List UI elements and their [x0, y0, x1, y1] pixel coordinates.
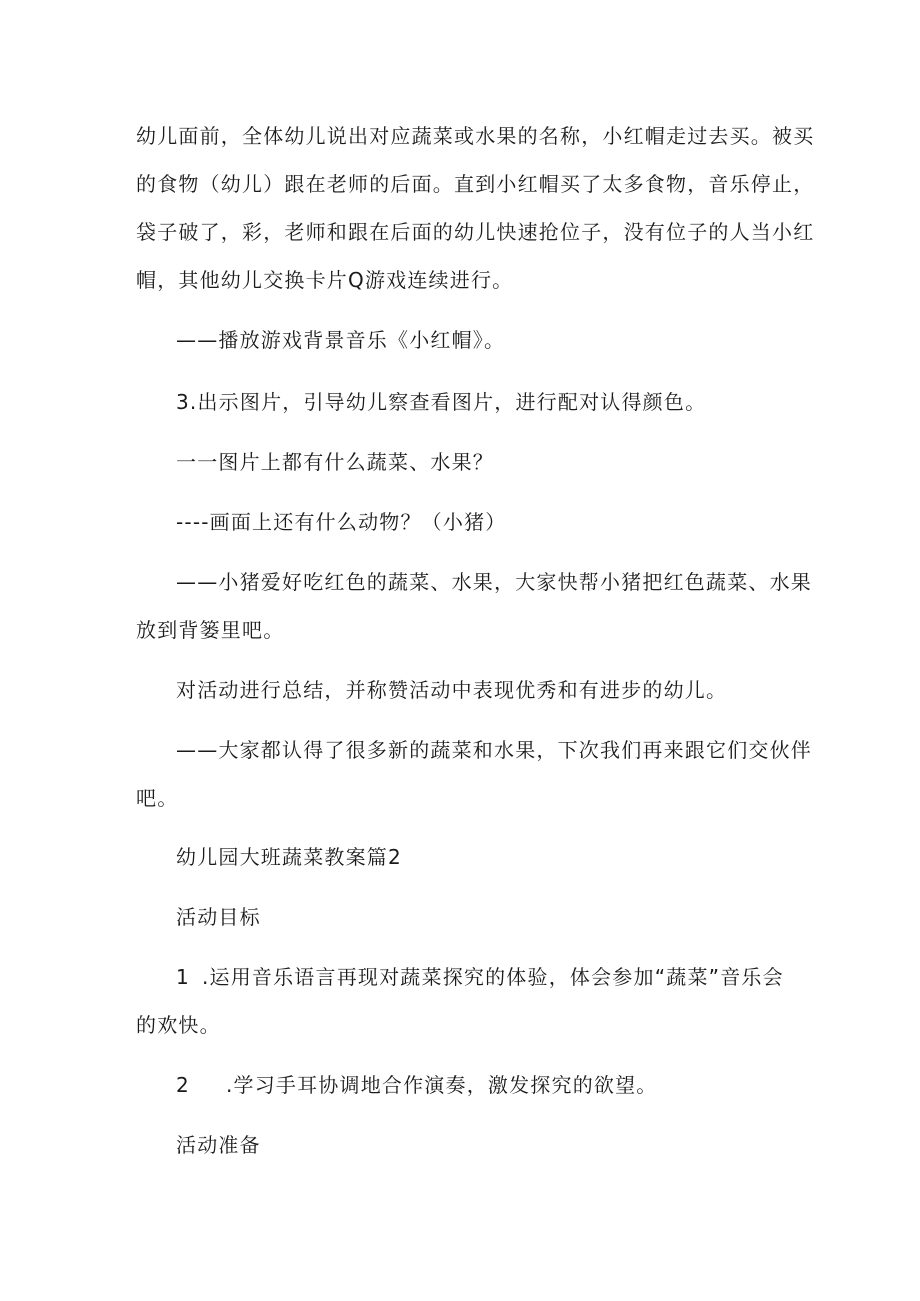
paragraph-line: 幼儿面前，全体幼儿说出对应蔬菜或水果的名称，小红帽走过去买。被买	[136, 124, 815, 148]
section-heading: 幼儿园大班蔬菜教案篇2	[176, 845, 402, 869]
goal-number: 2	[176, 1073, 190, 1097]
paragraph-line: 一一图片上都有什么蔬菜、水果？	[176, 450, 494, 474]
paragraph-line: 的欢快。	[136, 1013, 221, 1037]
paragraph-line: ——大家都认得了很多新的蔬菜和水果，下次我们再来跟它们交伙伴	[176, 738, 812, 762]
paragraph-line: ——小猪爱好吃红色的蔬菜、水果，大家快帮小猪把红色蔬菜、水果	[176, 570, 812, 594]
goal-item-1	[176, 965, 784, 989]
paragraph-line: 放到背篓里吧。	[136, 618, 285, 642]
goal-text: .运用音乐语言再现对蔬菜探究的体验，体会参加“蔬菜”音乐会	[201, 965, 784, 989]
goal-number: 1	[176, 965, 190, 989]
paragraph-line: 3.出示图片，引导幼儿察查看图片，进行配对认得颜色。	[176, 390, 707, 414]
paragraph-line: ——播放游戏背景音乐《小红帽》。	[176, 328, 506, 352]
section-title-prep: 活动准备	[176, 1133, 261, 1157]
paragraph-line: 对活动进行总结，并称赞活动中表现优秀和有进步的幼儿。	[176, 678, 728, 702]
paragraph-line: 的食物（幼儿）跟在老师的后面。直到小红帽买了太多食物，音乐停止，	[136, 172, 815, 196]
paragraph-line: 吧。	[136, 786, 179, 810]
paragraph-line: 帽，其他幼儿交换卡片Q游戏连续进行。	[136, 268, 514, 292]
paragraph-line: ----画面上还有什么动物？（小猪）	[176, 510, 507, 534]
goal-item-2	[176, 1073, 658, 1097]
goal-text: .学习手耳协调地合作演奏，激发探究的欲望。	[225, 1073, 658, 1097]
section-title-goals: 活动目标	[176, 905, 261, 929]
paragraph-line: 袋子破了，彩，老师和跟在后面的幼儿快速抢位子，没有位子的人当小红	[136, 220, 815, 244]
